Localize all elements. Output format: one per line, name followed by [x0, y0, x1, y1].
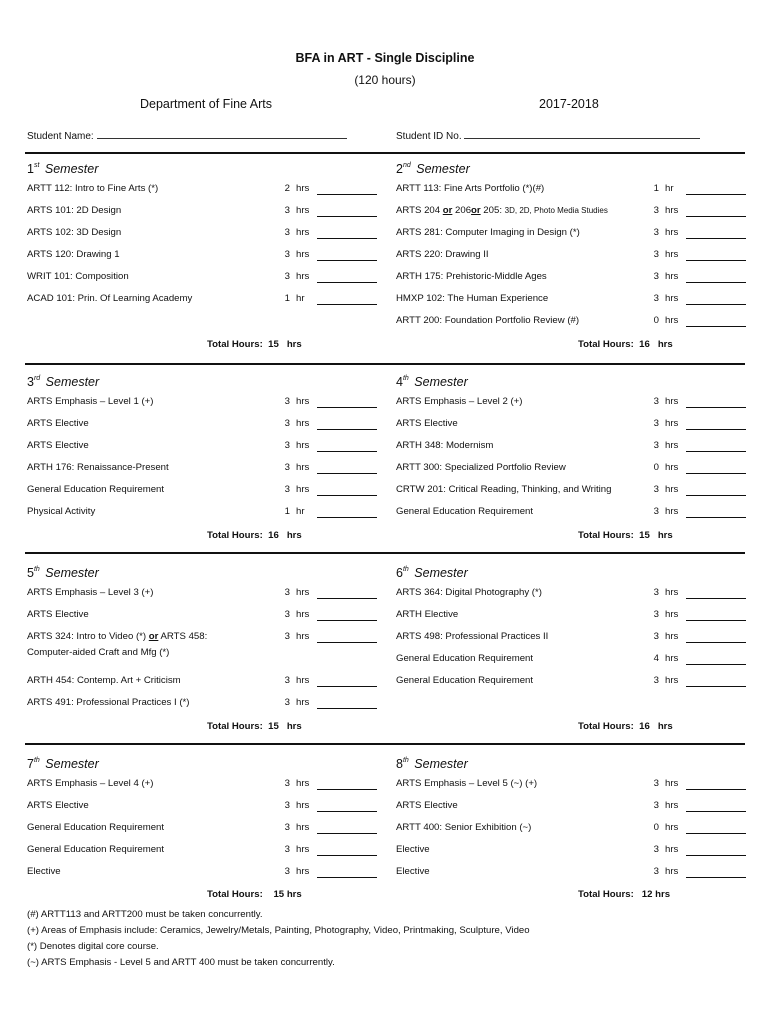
course-row: [27, 462, 382, 476]
course-unit: hrs: [296, 396, 310, 407]
course-unit: hrs: [665, 506, 679, 517]
semester-6-total: Total Hours: 16 hrs: [578, 721, 673, 732]
course-name: ARTT 113: Fine Arts Portfolio (*)(#): [396, 183, 545, 194]
course-hours: 3: [284, 844, 290, 855]
course-row: [27, 484, 382, 498]
page-title: BFA in ART - Single Discipline: [295, 51, 475, 65]
course-unit: hrs: [665, 800, 679, 811]
student-name-field[interactable]: [27, 129, 347, 142]
grade-blank[interactable]: [317, 473, 377, 474]
course-hours: 3: [653, 227, 659, 238]
semester-5-heading: 5th Semester: [27, 566, 99, 580]
course-name: WRIT 101: Composition: [27, 271, 129, 282]
semester-4-heading: 4th Semester: [396, 375, 468, 389]
grade-blank[interactable]: [686, 216, 746, 217]
course-hours: 3: [653, 271, 659, 282]
course-unit: hrs: [296, 205, 310, 216]
grade-blank[interactable]: [686, 833, 746, 834]
course-name: ARTH 175: Prehistoric-Middle Ages: [396, 271, 547, 282]
course-hours: 3: [284, 249, 290, 260]
course-row: [27, 418, 382, 432]
course-unit: hr: [296, 293, 305, 304]
course-name: ARTS Emphasis – Level 3 (+): [27, 587, 154, 598]
course-name: ARTH 348: Modernism: [396, 440, 494, 451]
grade-blank[interactable]: [686, 282, 746, 283]
course-unit: hrs: [296, 609, 310, 620]
course-unit: hrs: [665, 315, 679, 326]
course-unit: hrs: [296, 249, 310, 260]
course-name: ARTS 324: Intro to Video (*) or ARTS 458:: [27, 631, 208, 642]
grade-blank[interactable]: [686, 517, 746, 518]
grade-blank[interactable]: [317, 517, 377, 518]
grade-blank[interactable]: [686, 495, 746, 496]
course-row: [396, 778, 751, 792]
course-hours: 3: [284, 396, 290, 407]
course-hours: 3: [284, 440, 290, 451]
course-row: [396, 866, 751, 880]
course-name: ARTS 491: Professional Practices I (*): [27, 697, 190, 708]
footnote: (#) ARTT113 and ARTT200 must be taken concurrently.: [27, 909, 263, 920]
student-name-blank[interactable]: [97, 129, 347, 139]
grade-blank[interactable]: [686, 855, 746, 856]
course-hours: 3: [653, 587, 659, 598]
course-name: ARTS Emphasis – Level 4 (+): [27, 778, 154, 789]
divider: [25, 743, 745, 745]
grade-blank[interactable]: [317, 260, 377, 261]
course-unit: hrs: [665, 653, 679, 664]
grade-blank[interactable]: [686, 194, 746, 195]
footnote: (~) ARTS Emphasis - Level 5 and ARTT 400 must be taken concurrently.: [27, 957, 335, 968]
grade-blank[interactable]: [317, 216, 377, 217]
course-hours: 0: [653, 462, 659, 473]
course-name: ARTS Elective: [27, 440, 89, 451]
course-unit: hrs: [296, 866, 310, 877]
page-subtitle: (120 hours): [354, 73, 416, 87]
grade-blank[interactable]: [317, 855, 377, 856]
course-hours: 3: [284, 418, 290, 429]
course-name: General Education Requirement: [396, 675, 534, 686]
course-name: Physical Activity: [27, 506, 96, 517]
semester-1-total: Total Hours: 15 hrs: [207, 339, 302, 350]
footnote: (+) Areas of Emphasis include: Ceramics, Jewelry/Metals, Painting, Photography, Video, Printmaking, Sculpture, Video: [27, 925, 530, 936]
department-label: Department of Fine Arts: [140, 97, 273, 111]
course-hours: 3: [653, 418, 659, 429]
course-hours: 3: [653, 249, 659, 260]
course-hours: 3: [284, 822, 290, 833]
course-row: [396, 396, 751, 410]
course-row: [27, 675, 382, 689]
course-hours: 3: [653, 609, 659, 620]
course-name: General Education Requirement: [396, 506, 534, 517]
course-row: [27, 183, 382, 197]
grade-blank[interactable]: [317, 789, 377, 790]
course-hours: 3: [653, 293, 659, 304]
course-row: [396, 506, 751, 520]
grade-blank[interactable]: [686, 642, 746, 643]
course-hours: 3: [653, 631, 659, 642]
course-row: [396, 631, 751, 645]
course-hours: 3: [284, 778, 290, 789]
grade-blank[interactable]: [317, 708, 377, 709]
course-name: ARTS Elective: [27, 418, 89, 429]
course-unit: hrs: [296, 183, 310, 194]
grade-blank[interactable]: [317, 194, 377, 195]
semester-3-total: Total Hours: 16 hrs: [207, 530, 302, 541]
course-unit: hrs: [296, 631, 310, 642]
course-row: [396, 315, 751, 329]
divider: [25, 552, 745, 554]
course-row: [396, 844, 751, 858]
course-hours: 0: [653, 315, 659, 326]
course-name: ARTS 102: 3D Design: [27, 227, 122, 238]
course-hours: 3: [653, 866, 659, 877]
course-hours: 3: [284, 462, 290, 473]
grade-blank[interactable]: [686, 260, 746, 261]
course-hours: 3: [284, 675, 290, 686]
course-row: [396, 418, 751, 432]
semester-8-heading: 8th Semester: [396, 757, 468, 771]
course-row: [396, 440, 751, 454]
course-unit: hrs: [296, 844, 310, 855]
course-name: ARTT 300: Specialized Portfolio Review: [396, 462, 566, 473]
course-unit: hrs: [296, 675, 310, 686]
course-hours: 3: [284, 697, 290, 708]
course-name: ARTS 120: Drawing 1: [27, 249, 120, 260]
course-hours: 3: [284, 484, 290, 495]
course-hours: 3: [284, 587, 290, 598]
course-row: [27, 205, 382, 219]
grade-blank[interactable]: [686, 811, 746, 812]
course-name: ARTS Emphasis – Level 1 (+): [27, 396, 154, 407]
course-hours: 3: [653, 778, 659, 789]
grade-blank[interactable]: [317, 811, 377, 812]
semester-2-heading: 2nd Semester: [396, 162, 470, 176]
course-row: [396, 205, 751, 219]
course-row: [27, 631, 382, 658]
course-unit: hrs: [296, 462, 310, 473]
course-unit: hrs: [665, 778, 679, 789]
footnote: (*) Denotes digital core course.: [27, 941, 159, 952]
course-name: ARTH 454: Contemp. Art + Criticism: [27, 675, 181, 686]
grade-blank[interactable]: [686, 326, 746, 327]
student-id-blank[interactable]: [464, 129, 700, 139]
course-name: General Education Requirement: [396, 653, 534, 664]
course-row: [27, 249, 382, 263]
course-name: ARTH Elective: [396, 609, 459, 620]
course-hours: 3: [284, 609, 290, 620]
course-name: General Education Requirement: [27, 822, 165, 833]
course-name: ARTT 112: Intro to Fine Arts (*): [27, 183, 159, 194]
course-hours: 3: [284, 205, 290, 216]
course-name: ARTH 176: Renaissance-Present: [27, 462, 169, 473]
course-unit: hrs: [665, 844, 679, 855]
course-row: [396, 462, 751, 476]
course-hours: 3: [653, 800, 659, 811]
grade-blank[interactable]: [317, 407, 377, 408]
course-unit: hrs: [665, 631, 679, 642]
course-row: [396, 249, 751, 263]
course-unit: hrs: [665, 822, 679, 833]
course-row: [27, 778, 382, 792]
grade-blank[interactable]: [317, 642, 377, 643]
course-unit: hrs: [296, 418, 310, 429]
semester-5-total: Total Hours: 15 hrs: [207, 721, 302, 732]
course-row: [396, 484, 751, 498]
course-unit: hrs: [296, 440, 310, 451]
course-unit: hrs: [665, 271, 679, 282]
course-hours: 3: [653, 205, 659, 216]
course-unit: hrs: [296, 697, 310, 708]
divider: [25, 363, 745, 365]
course-row: [396, 271, 751, 285]
course-hours: 3: [284, 631, 290, 642]
divider: [25, 152, 745, 154]
course-unit: hrs: [665, 293, 679, 304]
course-unit: hr: [665, 183, 674, 194]
course-hours: 3: [653, 484, 659, 495]
grade-blank[interactable]: [686, 598, 746, 599]
course-name: ARTS Emphasis – Level 2 (+): [396, 396, 523, 407]
semester-7-heading: 7th Semester: [27, 757, 99, 771]
semester-8-total: Total Hours: 12 hrs: [578, 889, 671, 900]
course-name: ARTS Elective: [27, 800, 89, 811]
course-name: ARTT 200: Foundation Portfolio Review (#): [396, 315, 580, 326]
grade-blank[interactable]: [317, 686, 377, 687]
course-row: [396, 653, 751, 667]
course-name: ARTS 281: Computer Imaging in Design (*): [396, 227, 580, 238]
course-unit: hrs: [665, 205, 679, 216]
course-unit: hrs: [296, 271, 310, 282]
course-hours: 4: [653, 653, 659, 664]
course-hours: 0: [653, 822, 659, 833]
course-hours: 2: [284, 183, 290, 194]
grade-blank[interactable]: [686, 620, 746, 621]
course-row: [396, 227, 751, 241]
grade-blank[interactable]: [686, 407, 746, 408]
course-name: HMXP 102: The Human Experience: [396, 293, 549, 304]
course-unit: hrs: [296, 227, 310, 238]
course-hours: 3: [653, 844, 659, 855]
course-row: [396, 822, 751, 836]
grade-blank[interactable]: [686, 473, 746, 474]
course-unit: hrs: [665, 440, 679, 451]
course-hours: 3: [284, 271, 290, 282]
grade-blank[interactable]: [317, 620, 377, 621]
course-name: CRTW 201: Critical Reading, Thinking, and Writing: [396, 484, 612, 495]
course-name-line2: Computer-aided Craft and Mfg (*): [27, 647, 170, 658]
course-unit: hrs: [665, 484, 679, 495]
course-unit: hrs: [665, 866, 679, 877]
course-name: General Education Requirement: [27, 844, 165, 855]
course-name: ARTS Elective: [27, 609, 89, 620]
course-unit: hrs: [665, 418, 679, 429]
grade-blank[interactable]: [317, 495, 377, 496]
grade-blank[interactable]: [317, 238, 377, 239]
course-unit: hrs: [296, 484, 310, 495]
course-row: [27, 440, 382, 454]
course-row: [396, 183, 751, 197]
grade-blank[interactable]: [686, 686, 746, 687]
course-name: ARTS 204 or 206or 205: 3D, 2D, Photo Media Studies: [396, 205, 608, 216]
course-name: ARTS Emphasis – Level 5 (~) (+): [396, 778, 538, 789]
grade-blank[interactable]: [317, 598, 377, 599]
course-row: [27, 227, 382, 241]
grade-blank[interactable]: [317, 429, 377, 430]
course-hours: 3: [653, 396, 659, 407]
course-row: [396, 587, 751, 601]
course-unit: hrs: [665, 249, 679, 260]
grade-blank[interactable]: [317, 304, 377, 305]
course-unit: hrs: [296, 778, 310, 789]
course-unit: hrs: [665, 462, 679, 473]
grade-blank[interactable]: [686, 877, 746, 878]
academic-year: 2017-2018: [539, 97, 599, 111]
course-name: Elective: [396, 866, 430, 877]
grade-blank[interactable]: [686, 451, 746, 452]
course-row: [27, 822, 382, 836]
course-name: ACAD 101: Prin. Of Learning Academy: [27, 293, 193, 304]
course-name: ARTS 364: Digital Photography (*): [396, 587, 542, 598]
grade-blank[interactable]: [686, 429, 746, 430]
course-name: ARTS Elective: [396, 418, 458, 429]
grade-blank[interactable]: [317, 877, 377, 878]
course-row: [396, 609, 751, 623]
course-row: [27, 697, 382, 711]
grade-blank[interactable]: [686, 304, 746, 305]
course-row: [27, 271, 382, 285]
grade-blank[interactable]: [317, 282, 377, 283]
semester-6-heading: 6th Semester: [396, 566, 468, 580]
semester-4-total: Total Hours: 15 hrs: [578, 530, 673, 541]
semester-1-heading: 1st Semester: [27, 162, 99, 176]
course-hours: 1: [284, 293, 290, 304]
course-row: [396, 800, 751, 814]
grade-blank[interactable]: [686, 789, 746, 790]
course-hours: 3: [653, 440, 659, 451]
course-hours: 3: [284, 800, 290, 811]
semester-7-total: Total Hours: 15 hrs: [207, 889, 302, 900]
course-row: [27, 396, 382, 410]
course-unit: hrs: [665, 675, 679, 686]
course-name: ARTT 400: Senior Exhibition (~): [396, 822, 532, 833]
grade-blank[interactable]: [317, 451, 377, 452]
course-unit: hr: [296, 506, 305, 517]
course-name: Elective: [27, 866, 61, 877]
course-row: [27, 844, 382, 858]
course-name: ARTS 220: Drawing II: [396, 249, 489, 260]
student-id-field[interactable]: [396, 129, 700, 142]
course-name: ARTS 101: 2D Design: [27, 205, 122, 216]
course-unit: hrs: [665, 587, 679, 598]
course-hours: 1: [653, 183, 659, 194]
course-hours: 3: [653, 506, 659, 517]
course-unit: hrs: [296, 800, 310, 811]
course-row: [27, 800, 382, 814]
grade-blank[interactable]: [686, 664, 746, 665]
course-unit: hrs: [296, 822, 310, 833]
course-row: [396, 293, 751, 307]
course-hours: 3: [284, 866, 290, 877]
course-name: General Education Requirement: [27, 484, 165, 495]
course-name: ARTS Elective: [396, 800, 458, 811]
course-name: Elective: [396, 844, 430, 855]
semester-3-heading: 3rd Semester: [27, 375, 100, 389]
course-unit: hrs: [665, 396, 679, 407]
course-hours: 3: [653, 675, 659, 686]
course-row: [27, 506, 382, 520]
course-name: ARTS 498: Professional Practices II: [396, 631, 549, 642]
course-row: [27, 609, 382, 623]
course-unit: hrs: [665, 609, 679, 620]
student-id-label: Student ID No.: [396, 131, 462, 142]
course-row: [27, 866, 382, 880]
course-row: [27, 293, 382, 307]
course-hours: 1: [284, 506, 290, 517]
grade-blank[interactable]: [317, 833, 377, 834]
course-hours: 3: [284, 227, 290, 238]
course-row: [27, 587, 382, 601]
semester-2-total: Total Hours: 16 hrs: [578, 339, 673, 350]
student-name-label: Student Name:: [27, 131, 94, 142]
grade-blank[interactable]: [686, 238, 746, 239]
course-row: [396, 675, 751, 689]
course-unit: hrs: [296, 587, 310, 598]
course-unit: hrs: [665, 227, 679, 238]
